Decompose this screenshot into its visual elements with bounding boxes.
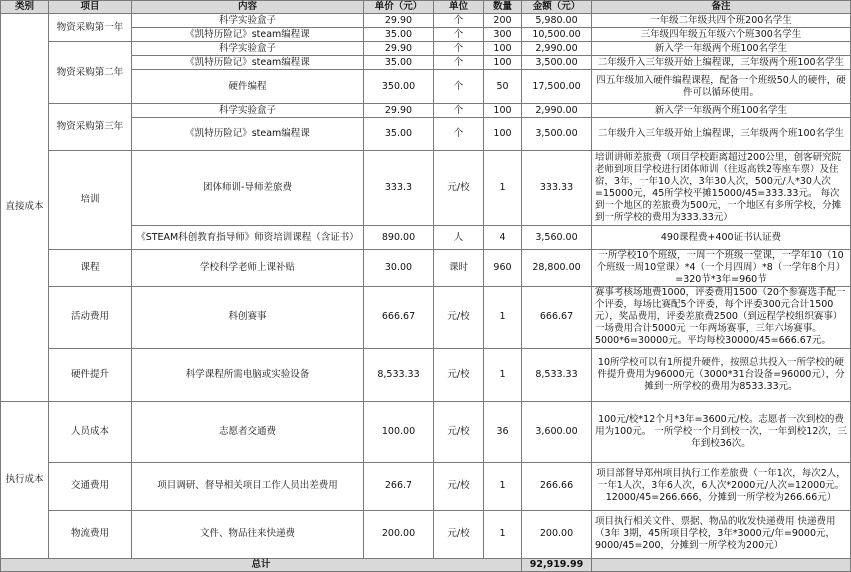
qty-cell: 50	[484, 70, 522, 104]
unit-cell: 元/校	[434, 510, 484, 558]
unit-cell: 个	[434, 104, 484, 118]
price-cell: 29.90	[364, 14, 434, 28]
price-cell: 890.00	[364, 226, 434, 250]
price-cell: 200.00	[364, 510, 434, 558]
amount-cell: 5,980.00	[522, 14, 592, 28]
price-cell: 350.00	[364, 70, 434, 104]
amount-cell: 10,500.00	[522, 28, 592, 42]
qty-cell: 960	[484, 250, 522, 287]
category-cell-direct: 直接成本	[1, 14, 49, 402]
header-amount: 金额（元）	[522, 1, 592, 14]
content-cell: 科学实验盒子	[132, 14, 364, 28]
qty-cell: 36	[484, 401, 522, 462]
group-cell-year1: 物资采购第一年	[49, 14, 132, 42]
qty-cell: 4	[484, 226, 522, 250]
unit-cell: 课时	[434, 250, 484, 287]
content-cell: 《凯特历险记》steam编程课	[132, 28, 364, 42]
content-cell: 学校科学老师上课补贴	[132, 250, 364, 287]
price-cell: 333.3	[364, 151, 434, 226]
note-cell: 赛事考核场地费1000，评委费用1500（20个参赛选手配一个评委，每场比赛配5个评委，每个评委300元合计1500元），奖品费用，评委差旅费2500（到远程学校组织赛事）一场费用合计5000元 一年两场赛事，三年六场赛事。5000*6=30000元。平均每校30000/45=666.67元。	[592, 286, 851, 348]
qty-cell: 100	[484, 104, 522, 118]
unit-cell: 元/校	[434, 151, 484, 226]
amount-cell: 3,500.00	[522, 56, 592, 70]
unit-cell: 人	[434, 226, 484, 250]
note-cell: 100元/校*12个月*3年=3600元/校。志愿者一次到校的费用为100元。 一所学校一个月到校一次，一年到校12次，三年到校36次。	[592, 401, 851, 462]
price-cell: 666.67	[364, 286, 434, 348]
amount-cell: 266.66	[522, 462, 592, 510]
group-cell-hardware: 硬件提升	[49, 348, 132, 401]
unit-cell: 个	[434, 70, 484, 104]
unit-cell: 元/校	[434, 286, 484, 348]
category-cell-exec: 执行成本	[1, 401, 49, 558]
qty-cell: 1	[484, 151, 522, 226]
qty-cell: 200	[484, 14, 522, 28]
note-cell: 新入学一年级两个班100名学生	[592, 104, 851, 118]
note-cell: 三年级四年级五年级六个班300名学生	[592, 28, 851, 42]
qty-cell: 100	[484, 56, 522, 70]
header-category: 类别	[1, 1, 49, 14]
unit-cell: 元/校	[434, 348, 484, 401]
amount-cell: 2,990.00	[522, 104, 592, 118]
amount-cell: 3,600.00	[522, 401, 592, 462]
content-cell: 《STEAM科创教育指导师》师资培训课程（含证书）	[132, 226, 364, 250]
note-cell: 项目执行相关文件、票据、物品的收发快递费用 快递费用（3年 3期，45所项目学校，3年*3000元/年=9000元，9000/45=200，分摊到一所学校为200元）	[592, 510, 851, 558]
qty-cell: 1	[484, 462, 522, 510]
amount-cell: 2,990.00	[522, 42, 592, 56]
unit-cell: 个	[434, 118, 484, 151]
amount-cell: 666.67	[522, 286, 592, 348]
content-cell: 文件、物品往来快递费	[132, 510, 364, 558]
unit-cell: 个	[434, 56, 484, 70]
price-cell: 29.90	[364, 42, 434, 56]
price-cell: 100.00	[364, 401, 434, 462]
amount-cell: 3,500.00	[522, 118, 592, 151]
content-cell: 硬件编程	[132, 70, 364, 104]
qty-cell: 1	[484, 286, 522, 348]
header-row	[1, 1, 851, 14]
amount-cell: 3,560.00	[522, 226, 592, 250]
price-cell: 35.00	[364, 28, 434, 42]
header-content: 内容	[132, 1, 364, 14]
price-cell: 35.00	[364, 118, 434, 151]
content-cell: 项目调研、督导相关项目工作人员出差费用	[132, 462, 364, 510]
group-cell-activity: 活动费用	[49, 286, 132, 348]
unit-cell: 个	[434, 28, 484, 42]
group-cell-course: 课程	[49, 250, 132, 287]
note-cell: 二年级升入三年级开始上编程课，三年级两个班100名学生	[592, 56, 851, 70]
qty-cell: 100	[484, 118, 522, 151]
table-row	[1, 401, 851, 462]
total-row	[1, 558, 851, 571]
qty-cell: 1	[484, 510, 522, 558]
amount-cell: 333.33	[522, 151, 592, 226]
price-cell: 30.00	[364, 250, 434, 287]
note-cell: 新入学一年级两个班100名学生	[592, 42, 851, 56]
table-row	[1, 14, 851, 28]
header-unit-price: 单价（元）	[364, 1, 434, 14]
content-cell: 《凯特历险记》steam编程课	[132, 56, 364, 70]
qty-cell: 100	[484, 42, 522, 56]
group-cell-year3: 物资采购第三年	[49, 104, 132, 151]
group-cell-logistics: 物流费用	[49, 510, 132, 558]
unit-cell: 元/校	[434, 401, 484, 462]
header-item: 项目	[49, 1, 132, 14]
content-cell: 科学实验盒子	[132, 104, 364, 118]
qty-cell: 1	[484, 348, 522, 401]
header-quantity: 数量	[484, 1, 522, 14]
table-row	[1, 286, 851, 348]
note-cell: 四五年级加入硬件编程课程，配备一个班级50人的硬件，硬件可以循环使用。	[592, 70, 851, 104]
header-note: 备注	[592, 1, 851, 14]
group-cell-staff: 人员成本	[49, 401, 132, 462]
note-cell: 10所学校可以有1所提升硬件，按照总共投入一所学校的硬件提升费用为96000元（3000*31台设备=96000元），分摊到一所学校的费用为8533.33元。	[592, 348, 851, 401]
group-cell-training: 培训	[49, 151, 132, 250]
total-note-empty	[592, 558, 851, 571]
note-cell: 二年级升入三年级开始上编程课，三年级两个班100名学生	[592, 118, 851, 151]
unit-cell: 个	[434, 42, 484, 56]
price-cell: 266.7	[364, 462, 434, 510]
note-cell: 项目部督导郑州项目执行工作差旅费（一年1次，每次2人，一年1人次，3年6人次，6人次*2000元/人次=12000元。12000/45=266.666，分摊到一所学校为266.66元）	[592, 462, 851, 510]
amount-cell: 28,800.00	[522, 250, 592, 287]
content-cell: 科创赛事	[132, 286, 364, 348]
table-row	[1, 250, 851, 287]
table-row	[1, 462, 851, 510]
price-cell: 35.00	[364, 56, 434, 70]
table-row	[1, 151, 851, 226]
table-row	[1, 104, 851, 118]
unit-cell: 元/校	[434, 462, 484, 510]
group-cell-traffic: 交通费用	[49, 462, 132, 510]
note-cell: 一年级二年级共四个班200名学生	[592, 14, 851, 28]
header-unit: 单位	[434, 1, 484, 14]
qty-cell: 300	[484, 28, 522, 42]
content-cell: 团体师训-导师差旅费	[132, 151, 364, 226]
table-row	[1, 510, 851, 558]
table-row	[1, 348, 851, 401]
content-cell: 科学实验盒子	[132, 42, 364, 56]
amount-cell: 17,500.00	[522, 70, 592, 104]
price-cell: 29.90	[364, 104, 434, 118]
amount-cell: 8,533.33	[522, 348, 592, 401]
total-amount: 92,919.99	[522, 558, 592, 571]
note-cell: 培训讲师差旅费（项目学校距离超过200公里，创客研究院老师到项目学校进行团体师训（往返高铁2等座车票）及住宿，3年，一年10人次，3年30人次，500元/人*30人次=15000元，45所学校平摊15000/45=333.33元。 每次到一个地区的差旅费为500元，一个地区有多所学校，分摊到一所学校的费用为333.33元）	[592, 151, 851, 226]
total-label: 总计	[1, 558, 522, 571]
note-cell: 490课程费+400证书认证费	[592, 226, 851, 250]
note-cell: 一所学校10个班级，一周一个班级一堂课，一学年10（10个班级一周10堂课）*4（一个月四周）*8（一学年8个月）=320节*3年=960节	[592, 250, 851, 287]
content-cell: 《凯特历险记》steam编程课	[132, 118, 364, 151]
unit-cell: 个	[434, 14, 484, 28]
content-cell: 志愿者交通费	[132, 401, 364, 462]
content-cell: 科学课程所需电脑或实验设备	[132, 348, 364, 401]
amount-cell: 200.00	[522, 510, 592, 558]
price-cell: 8,533.33	[364, 348, 434, 401]
group-cell-year2: 物资采购第二年	[49, 42, 132, 104]
table-row	[1, 42, 851, 56]
